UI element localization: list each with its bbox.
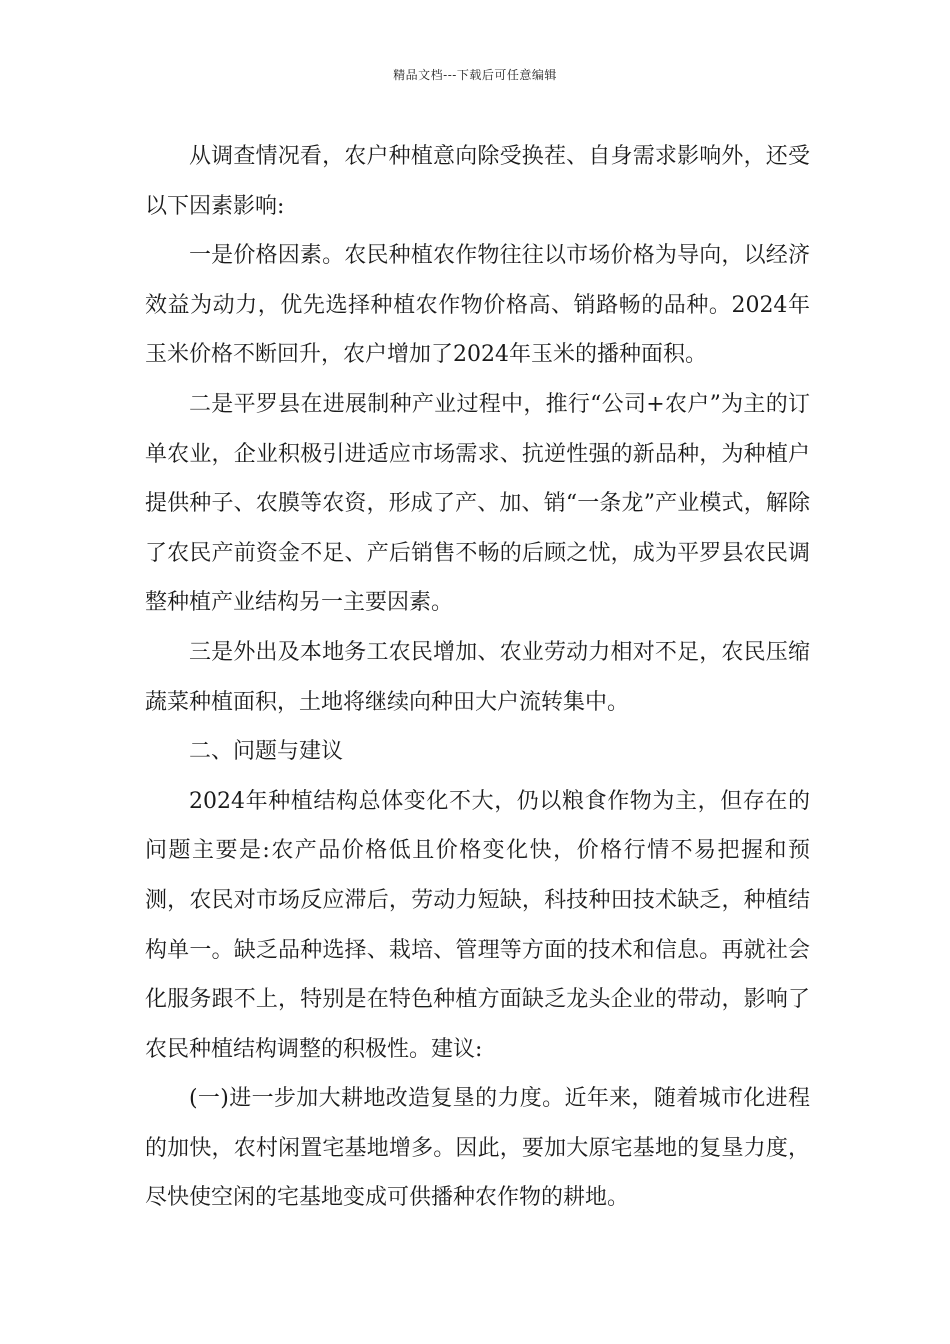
document-body (145, 132, 810, 1223)
paragraph-survey-intro: 从调查情况看，农户种植意向除受换茬、自身需求影响外，还受以下因素影响: (145, 144, 810, 219)
section-heading-problems: 二、问题与建议 (189, 739, 344, 765)
paragraph-price-factor: 一是价格因素。农民种植农作物往往以市场价格为导向，以经济效益为动力，优先选择种植农作物价格高、销路畅的品种。2024年玉米价格不断回升，农户增加了2024年玉米的播种面积。 (145, 243, 810, 368)
paragraph-labor-factor: 三是外出及本地务工农民增加、农业劳动力相对不足，农民压缩蔬菜种植面积，土地将继续向种田大户流转集中。 (145, 639, 810, 715)
page-header: 精品文档---下载后可任意编辑 (393, 68, 557, 82)
paragraph-problems: 2024年种植结构总体变化不大，仍以粮食作物为主，但存在的问题主要是:农产品价格低且价格变化快，价格行情不易把握和预测，农民对市场反应滞后，劳动力短缺，科技种田技术缺乏，种植结构单一。缺乏品种选择、栽培、管理等方面的技术和信息。再就社会化服务跟不上，特别是在特色种植方面缺乏龙头企业的带动，影响了农民种植结构调整的积极性。建议: (145, 788, 810, 1062)
paragraph-seed-industry: 二是平罗县在进展制种产业过程中，推行“公司+农户”为主的订单农业，企业积极引进适应市场需求、抗逆性强的新品种，为种植户提供种子、农膜等农资，形成了产、加、销“一条龙”产业模式，解除了农民产前资金不足、产后销售不畅的后顾之忧，成为平罗县农民调整种植产业结构另一主要因素。 (145, 391, 810, 616)
paragraph-suggestion-1: (一)进一步加大耕地改造复垦的力度。近年来，随着城市化进程的加快，农村闲置宅基地增多。因此，要加大原宅基地的复垦力度，尽快使空闲的宅基地变成可供播种农作物的耕地。 (145, 1086, 810, 1211)
